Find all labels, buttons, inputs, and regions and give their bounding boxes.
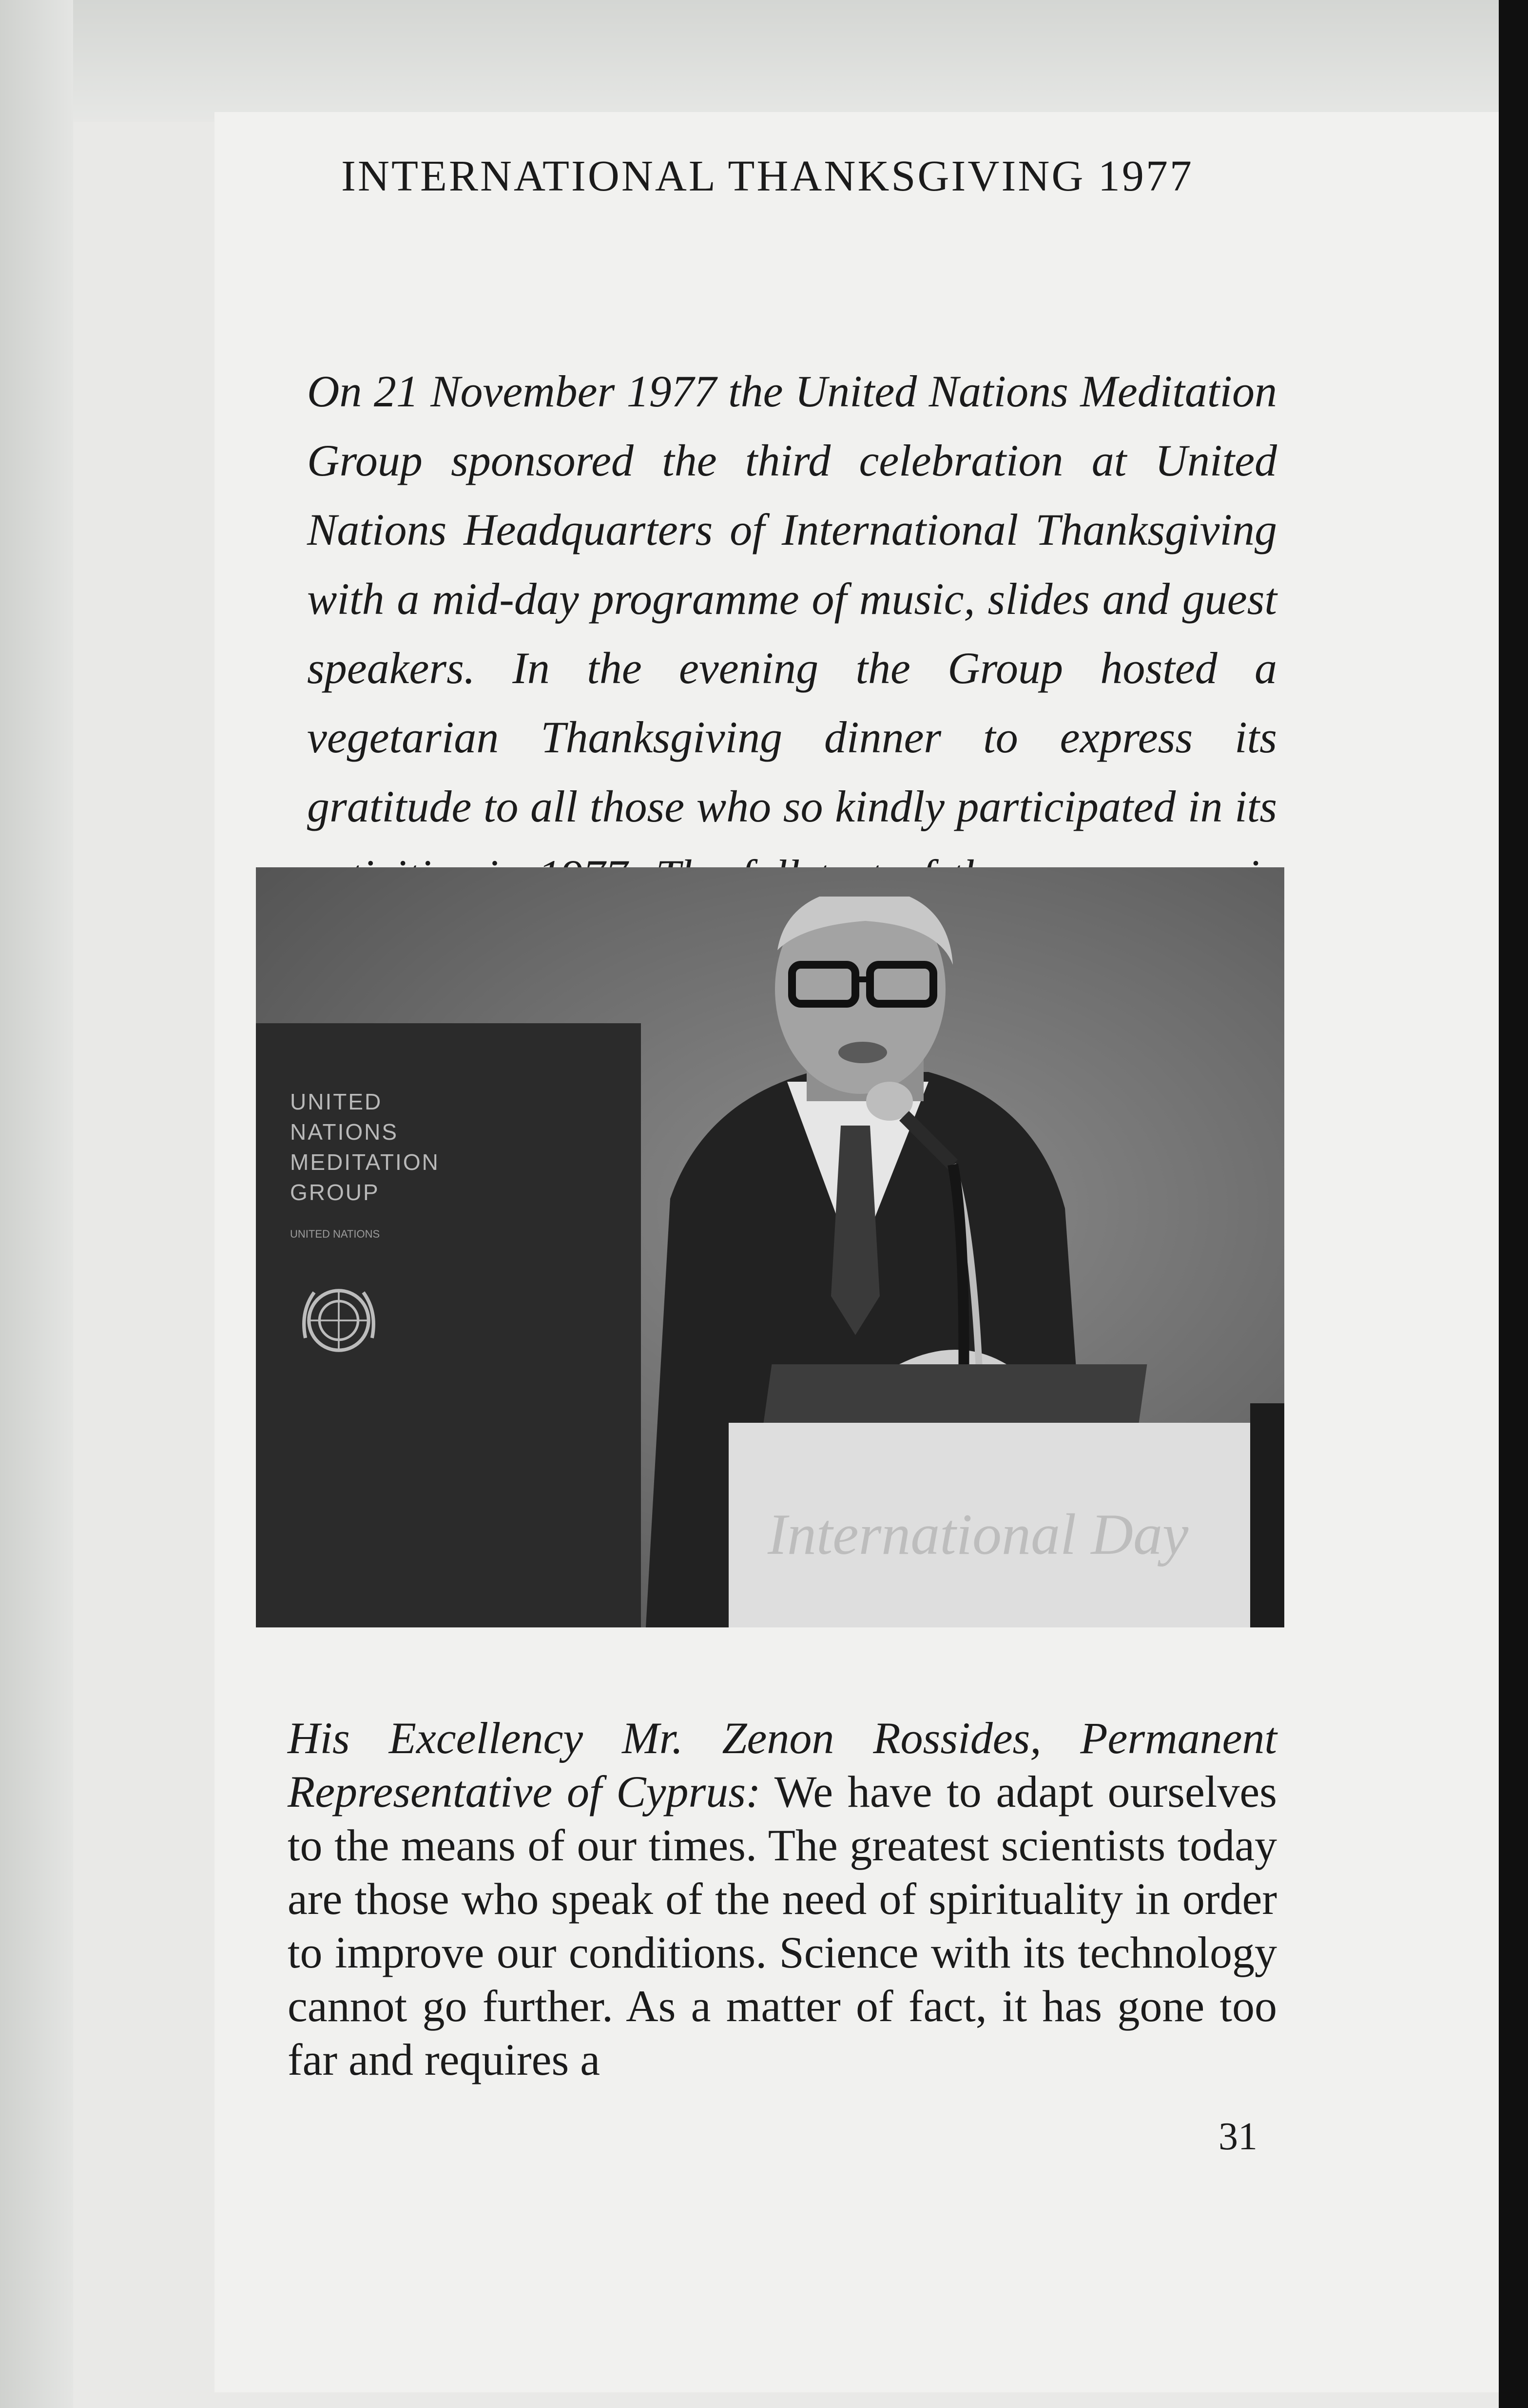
banner-line: UNITED [290, 1089, 383, 1114]
speaker-name: His Excellency Mr. Zenon Rossides, Permanent Representative of Cyprus: [288, 1713, 1277, 1816]
lectern-sign: International Day [768, 1502, 1189, 1567]
statement-paragraph [288, 1711, 1277, 2086]
scan-background-left [0, 0, 73, 2408]
statement-text: We have to adapt ourselves to the means of our times. The greatest scientists today are those who speak of the need of spirituality in order to improve our conditions. Science with its technology cannot go further. As a matter of fact, it has gone too far and requires a [288, 1767, 1277, 2084]
un-emblem-icon [295, 1277, 383, 1364]
speaker-photo [256, 867, 1284, 1627]
lectern-top [764, 1364, 1147, 1423]
photo-edge [1250, 1403, 1284, 1627]
intro-paragraph: On 21 November 1977 the United Nations Meditation Group sponsored the third celebration at United Nations Headquarters of International Thanksgiving with a mid-day programme of music, slides and guest speakers. In the evening the Group hosted a vegetarian Thanksgiving dinner to express its gratitude to all those who so kindly participated in its [307, 366, 1277, 831]
scan-background-top [0, 0, 1528, 122]
scan-edge-right [1499, 0, 1528, 2408]
banner-title [290, 1087, 582, 1207]
banner-line: GROUP [290, 1180, 380, 1205]
page-number: 31 [1219, 2115, 1257, 2158]
banner-subtitle: UNITED NATIONS [290, 1228, 380, 1240]
banner-line: MEDITATION [290, 1149, 440, 1175]
banner-line: NATIONS [290, 1119, 399, 1145]
running-title: INTERNATIONAL THANKSGIVING 1977 [341, 152, 1194, 200]
